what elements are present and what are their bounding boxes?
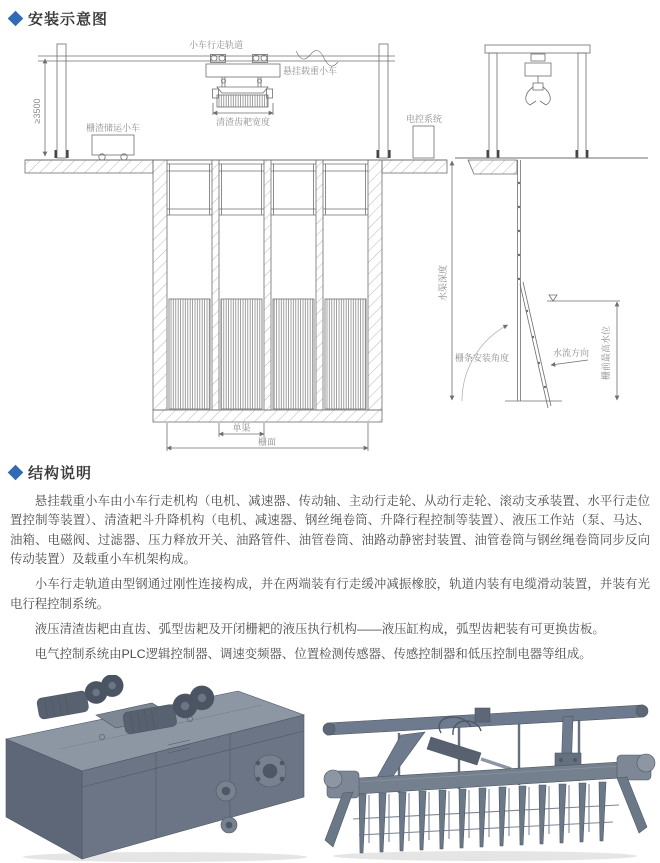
label-min-height: ≥3500: [32, 98, 42, 124]
screen-section: [505, 160, 562, 408]
diamond-bullet-icon: [8, 10, 24, 26]
label-single-channel: 单渠: [232, 423, 251, 433]
control-cabinet: [413, 126, 434, 158]
structure-paragraph-3: 液压清渣齿耙由直齿、弧型齿耙及开闭栅耙的液压执行机构——液压缸构成，弧型齿耙装有可更换齿板。: [34, 622, 605, 637]
structure-paragraph-4: 电气控制系统由PLC逻辑控制器、调速变频器、位置检测传感器、传感控制器和低压控制电器等组成。: [34, 647, 592, 662]
label-flow-direction: 水流方向: [552, 348, 590, 358]
photo-trolley-machine: [0, 675, 313, 863]
label-rake-width: 清渣齿耙宽度: [215, 117, 271, 127]
structure-section-title: 结构说明: [28, 464, 93, 482]
installation-diagram-svg: [0, 31, 660, 451]
label-max-water-level: 栅前最高水位: [601, 325, 611, 381]
installation-section-title: 安装示意图: [28, 10, 109, 28]
cleaning-rake: [213, 87, 274, 115]
product-photos: [0, 671, 660, 863]
installation-section-header: [0, 0, 660, 31]
suspended-trolley: [206, 55, 280, 88]
diamond-bullet-icon: [8, 464, 24, 480]
label-channel-depth: 水渠深度: [438, 264, 448, 302]
label-trolley: 悬挂载重小车: [283, 66, 338, 76]
hoist-grab: [525, 54, 551, 105]
structure-paragraph-1: 悬挂载重小车由小车行走机构（电机、减速器、传动轴、主动行走轮、从动行走轮、滚动支承装置、水平行走位置控制等装置）、清渣耙斗升降机构（电机、减速器、钢丝绳卷筒、升降行程控制等装置）、液压工作站（泵、马达、油箱、电磁阀、过滤器、压力释放开关、油路管件、油管卷筒、油路动静密封装置、油管卷筒与钢丝绳卷筒同步反向传动装置）及载重小车机架构成。: [10, 494, 650, 567]
label-track: 小车行走轨道: [188, 40, 244, 50]
structure-notes: [0, 485, 660, 665]
label-screen-face: 栅面: [257, 437, 277, 447]
label-control-cabinet: 电控系统: [405, 114, 443, 124]
structure-paragraph-2: 小车行走轨道由型钢通过刚性连接构成，并在两端装有行走缓冲减振橡胶，轨道内装有电缆滑动装置，并装有光电行程控制系统。: [10, 577, 650, 611]
storage-cart: [92, 135, 134, 160]
front-view: [25, 44, 447, 451]
front-pit: [25, 160, 447, 451]
gantry-frame: [485, 45, 590, 158]
structure-section-header: [0, 451, 660, 485]
installation-diagram: [0, 31, 660, 451]
label-bar-angle: 栅条安装角度: [454, 353, 510, 363]
photo-rake-grab: [313, 675, 660, 863]
label-storage-cart: 栅渣储运小车: [85, 123, 141, 133]
